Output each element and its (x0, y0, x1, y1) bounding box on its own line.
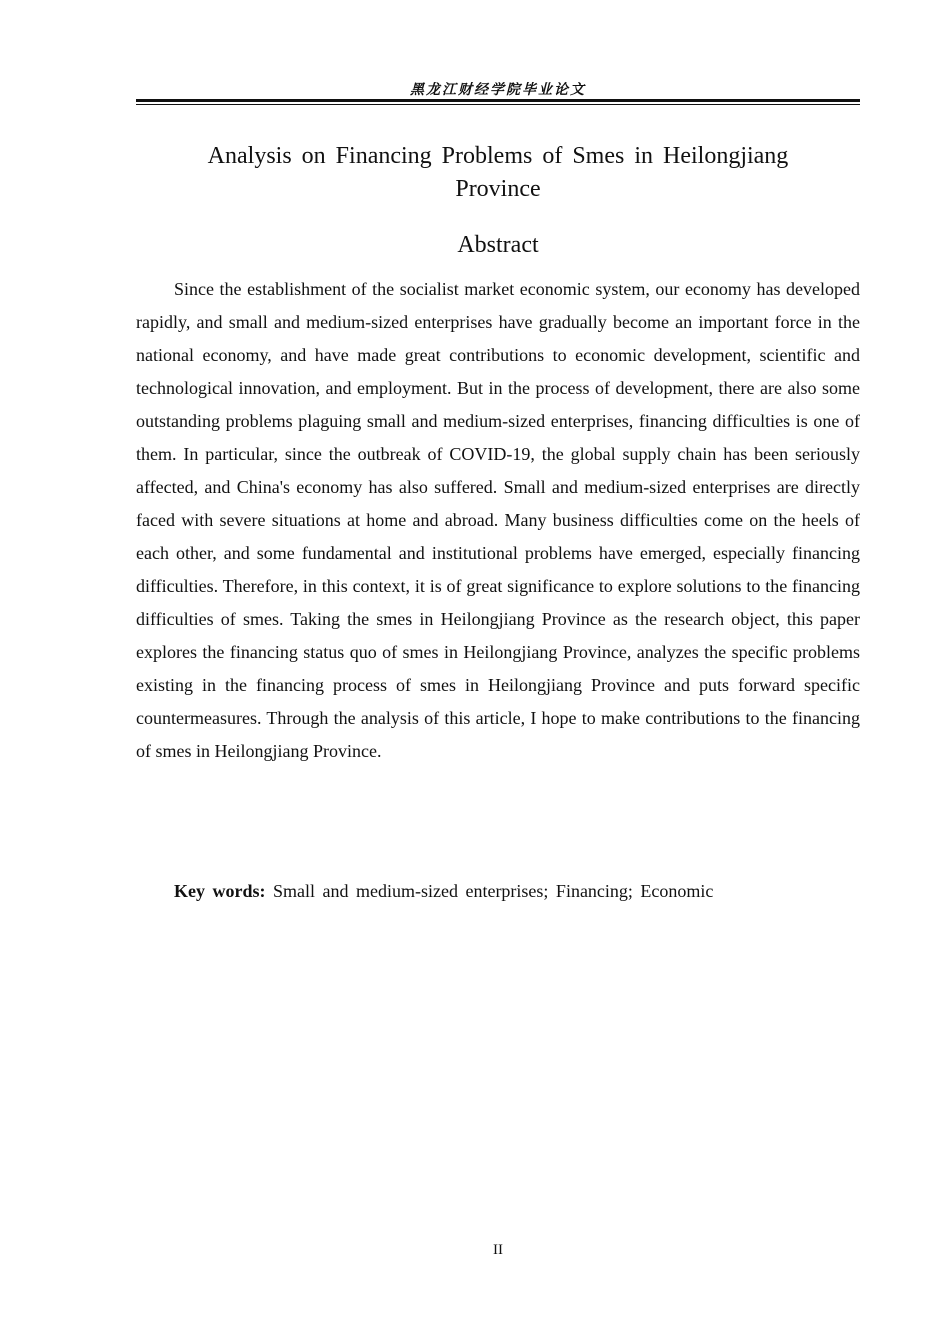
abstract-body: Since the establishment of the socialist market economic system, our economy has developed rapidly, and small and medium-sized enterprises have gradually become an important force in the national economy, and have made great contributions to economic development, scientific and technological innovation, and employment. But in the process of development, there are also some outstanding problems plaguing small and medium-sized enterprises, financing difficulties is one of them. In particular, since the outbreak of COVID-19, the global supply chain has been seriously affected, and China's economy has also suffered. Small and medium-sized enterprises are directly faced with severe situations at home and abroad. Many business difficulties come on the heels of each other, and some fundamental and institutional problems have emerged, especially financing difficulties. Therefore, in this context, it is of great significance to explore solutions to the financing difficulties of smes. Taking the smes in Heilongjiang Province as the research object, this paper explores the financing status quo of smes in Heilongjiang Province, analyzes the specific problems existing in the financing process of smes in Heilongjiang Province and puts forward specific countermeasures. Through the analysis of this article, I hope to make contributions to the financing of smes in Heilongjiang Province. (136, 279, 860, 761)
paper-title: Analysis on Financing Problems of Smes in Heilongjiang Province (207, 143, 789, 202)
keywords-text: Small and medium-sized enterprises; Financing; Economic (273, 881, 714, 901)
running-header: 黑龙江财经学院毕业论文 (410, 82, 586, 98)
header-rule-thin (136, 104, 860, 105)
header-rule-thick (136, 99, 860, 102)
keywords-line (174, 875, 860, 907)
abstract-heading: Abstract (457, 232, 539, 258)
page-number: II (493, 1242, 503, 1258)
keywords-label: Key words: (174, 881, 266, 901)
